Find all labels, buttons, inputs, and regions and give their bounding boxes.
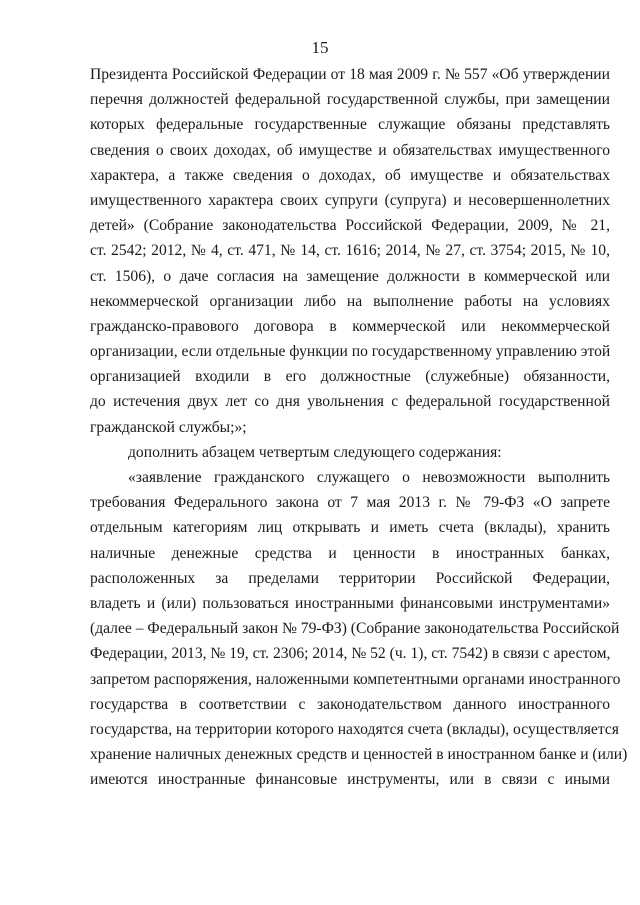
text-line: (далее – Федеральный закон № 79-ФЗ) (Собрание законодательства Российской bbox=[90, 620, 620, 638]
text-line: «заявление гражданского служащего о невозможности выполнить bbox=[128, 469, 610, 486]
text-line: требования Федерального закона от 7 мая 2013 г. № 79-ФЗ «О запрете bbox=[90, 494, 610, 512]
text-line: перечня должностей федеральной государственной службы, при замещении bbox=[90, 91, 610, 109]
text-line: Федерации, 2013, № 19, ст. 2306; 2014, № 52 (ч. 1), ст. 7542) в связи с арестом, bbox=[90, 645, 611, 663]
text-line: характера, а также сведения о доходах, об имуществе и обязательствах bbox=[90, 166, 610, 184]
text-line: некоммерческой организации либо на выполнение работы на условиях bbox=[90, 292, 610, 310]
text-line: владеть и (или) пользоваться иностранными финансовыми инструментами» bbox=[90, 594, 610, 612]
text-line: имеются иностранные финансовые инструменты, или в связи с иными bbox=[90, 771, 610, 789]
text-line: ст. 1506), о даче согласия на замещение должности в коммерческой или bbox=[90, 267, 610, 285]
text-line: хранение наличных денежных средств и ценностей в иностранном банке и (или) bbox=[90, 746, 628, 764]
text-line: ст. 2542; 2012, № 4, ст. 471, № 14, ст. 1616; 2014, № 27, ст. 3754; 2015, № 10, bbox=[90, 242, 610, 260]
text-line: организации, если отдельные функции по государственному управлению этой bbox=[90, 343, 611, 361]
text-line: сведения о своих доходах, об имуществе и обязательствах имущественного bbox=[90, 141, 610, 159]
text-line: имущественного характера своих супруги (супруга) и несовершеннолетних bbox=[90, 191, 610, 209]
text-line: расположенных за пределами территории Российской Федерации, bbox=[90, 569, 610, 587]
text-line: которых федеральные государственные служащие обязаны представлять bbox=[90, 116, 610, 134]
text-line: гражданско-правового договора в коммерческой или некоммерческой bbox=[90, 317, 610, 335]
text-line: Президента Российской Федерации от 18 мая 2009 г. № 557 «Об утверждении bbox=[90, 66, 610, 83]
text-line: отдельным категориям лиц открывать и иметь счета (вклады), хранить bbox=[90, 519, 610, 537]
text-line: детей» (Собрание законодательства Российской Федерации, 2009, № 21, bbox=[90, 217, 610, 235]
text-line: гражданской службы;»; bbox=[90, 418, 247, 436]
text-line: государства в соответствии с законодательством данного иностранного bbox=[90, 695, 610, 713]
page-number: 15 bbox=[311, 38, 329, 57]
text-line: до истечения двух лет со дня увольнения с федеральной государственной bbox=[90, 393, 610, 411]
text-line: организацией входили в его должностные (служебные) обязанности, bbox=[90, 368, 610, 386]
text-line: государства, на территории которого находятся счета (вклады), осуществляется bbox=[90, 720, 619, 738]
document-body bbox=[90, 62, 628, 792]
text-line: наличные денежные средства и ценности в иностранных банках, bbox=[90, 544, 610, 562]
text-line: дополнить абзацем четвертым следующего содержания: bbox=[128, 443, 502, 461]
text-line: запретом распоряжения, наложенными компетентными органами иностранного bbox=[90, 670, 621, 688]
